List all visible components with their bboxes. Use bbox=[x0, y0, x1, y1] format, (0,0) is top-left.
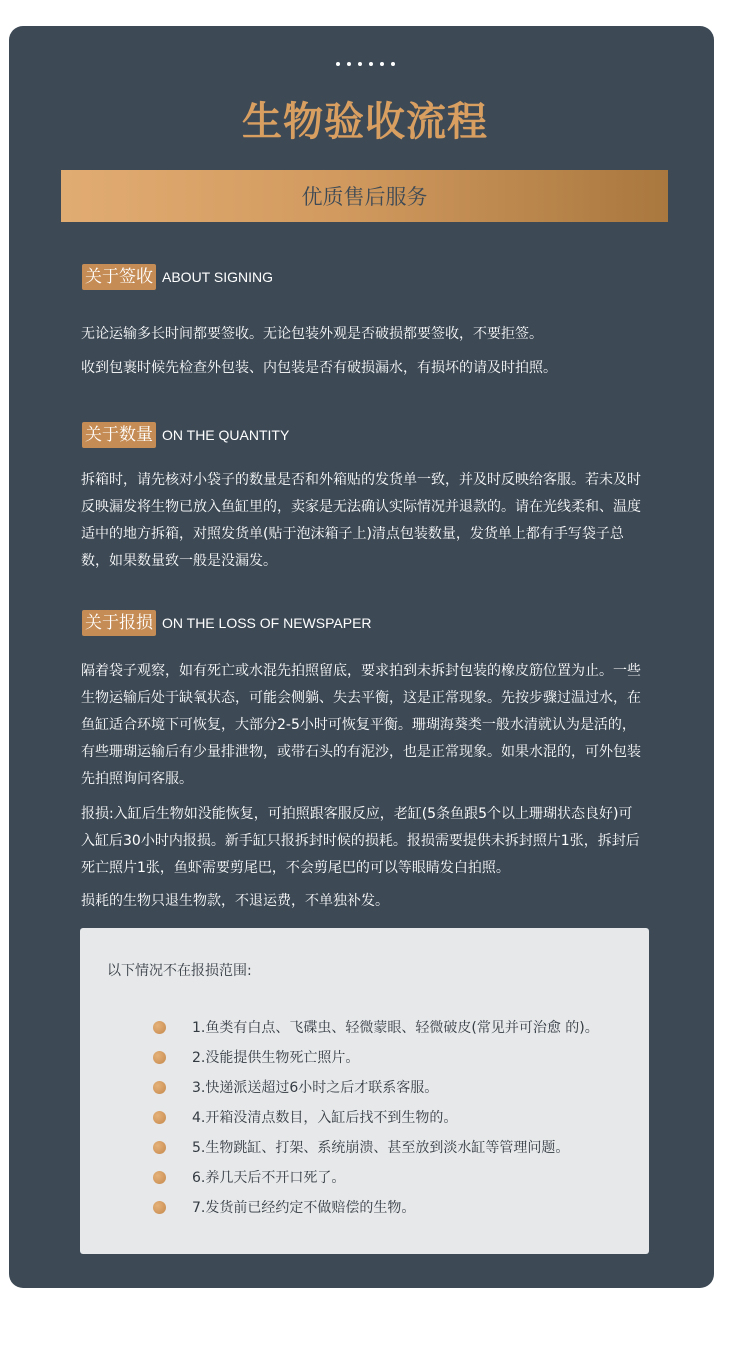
paragraph: 无论运输多长时间都要签收。无论包装外观是否破损都要签收，不要拒签。 bbox=[81, 326, 543, 342]
section-header-loss bbox=[82, 610, 372, 636]
list-item bbox=[153, 1192, 599, 1222]
list-item-text: 2.没能提供生物死亡照片。 bbox=[192, 1050, 360, 1066]
bullet-dot-icon bbox=[153, 1171, 166, 1184]
paragraph: 隔着袋子观察，如有死亡或水混先拍照留底，要求拍到未拆封包装的橡皮筋位置为止。一些生物运输后处于缺氧状态，可能会侧躺、失去平衡，这是正常现象。先按步骤过温过水，在鱼缸适合环境下可恢复，大部分2-5小时可恢复平衡。珊瑚海葵类一般水清就认为是活的，有些珊瑚运输后有少量排泄物，或带石头的有泥沙，也是正常现象。如果水混的，可外包装先拍照询问客服。 bbox=[81, 663, 641, 787]
bullet-dot-icon bbox=[153, 1051, 166, 1064]
section-subtitle: ABOUT SIGNING bbox=[162, 269, 273, 285]
bullet-dot-icon bbox=[153, 1081, 166, 1094]
section-header-quantity bbox=[82, 422, 289, 448]
list-item-text: 1.鱼类有白点、飞碟虫、轻微蒙眼、轻微破皮(常见并可治愈 的)。 bbox=[192, 1020, 599, 1036]
list-item bbox=[153, 1102, 599, 1132]
list-item bbox=[153, 1132, 599, 1162]
page-title: 生物验收流程 bbox=[242, 99, 488, 145]
paragraph: 收到包裹时候先检查外包装、内包装是否有破损漏水，有损坏的请及时拍照。 bbox=[81, 360, 557, 376]
decorative-dots bbox=[0, 62, 730, 66]
list-item bbox=[153, 1072, 599, 1102]
bullet-dot-icon bbox=[153, 1021, 166, 1034]
paragraph: 拆箱时，请先核对小袋子的数量是否和外箱贴的发货单一致，并及时反映给客服。若未及时反映漏发将生物已放入鱼缸里的，卖家是无法确认实际情况并退款的。请在光线柔和、温度适中的地方拆箱，对照发货单(贴于泡沫箱子上)清点包装数量，发货单上都有手写袋子总数，如果数量致一般是没漏发。 bbox=[81, 472, 641, 569]
bullet-dot-icon bbox=[153, 1201, 166, 1214]
list-item-text: 5.生物跳缸、打架、系统崩溃、甚至放到淡水缸等管理问题。 bbox=[192, 1140, 570, 1156]
section-tag: 关于报损 bbox=[82, 610, 156, 636]
service-banner: 优质售后服务 bbox=[61, 170, 668, 222]
list-item bbox=[153, 1162, 599, 1192]
section-subtitle: ON THE LOSS OF NEWSPAPER bbox=[162, 615, 372, 631]
paragraph: 损耗的生物只退生物款，不退运费，不单独补发。 bbox=[81, 893, 389, 909]
section-tag: 关于数量 bbox=[82, 422, 156, 448]
section-subtitle: ON THE QUANTITY bbox=[162, 427, 290, 443]
list-item-text: 3.快递派送超过6小时之后才联系客服。 bbox=[192, 1080, 439, 1096]
list-item bbox=[153, 1042, 599, 1072]
section-tag: 关于签收 bbox=[82, 264, 156, 290]
bullet-dot-icon bbox=[153, 1111, 166, 1124]
paragraph: 报损:入缸后生物如没能恢复，可拍照跟客服反应，老缸(5条鱼跟5个以上珊瑚状态良好)可入缸后30小时内报损。新手缸只报拆封时候的损耗。报损需要提供未拆封照片1张，拆封后死亡照片1张，鱼虾需要剪尾巴，不会剪尾巴的可以等眼睛发白拍照。 bbox=[81, 806, 640, 876]
list-item-text: 6.养几天后不开口死了。 bbox=[192, 1170, 346, 1186]
bullet-dot-icon bbox=[153, 1141, 166, 1154]
section-header-signing bbox=[82, 264, 273, 290]
list-item-text: 4.开箱没清点数目，入缸后找不到生物的。 bbox=[192, 1110, 458, 1126]
list-item-text: 7.发货前已经约定不做赔偿的生物。 bbox=[192, 1200, 416, 1216]
list-item bbox=[153, 1012, 599, 1042]
exclusion-list bbox=[153, 1012, 599, 1222]
notice-title: 以下情况不在报损范围: bbox=[107, 963, 252, 979]
exclusion-notice-box bbox=[80, 928, 649, 1254]
